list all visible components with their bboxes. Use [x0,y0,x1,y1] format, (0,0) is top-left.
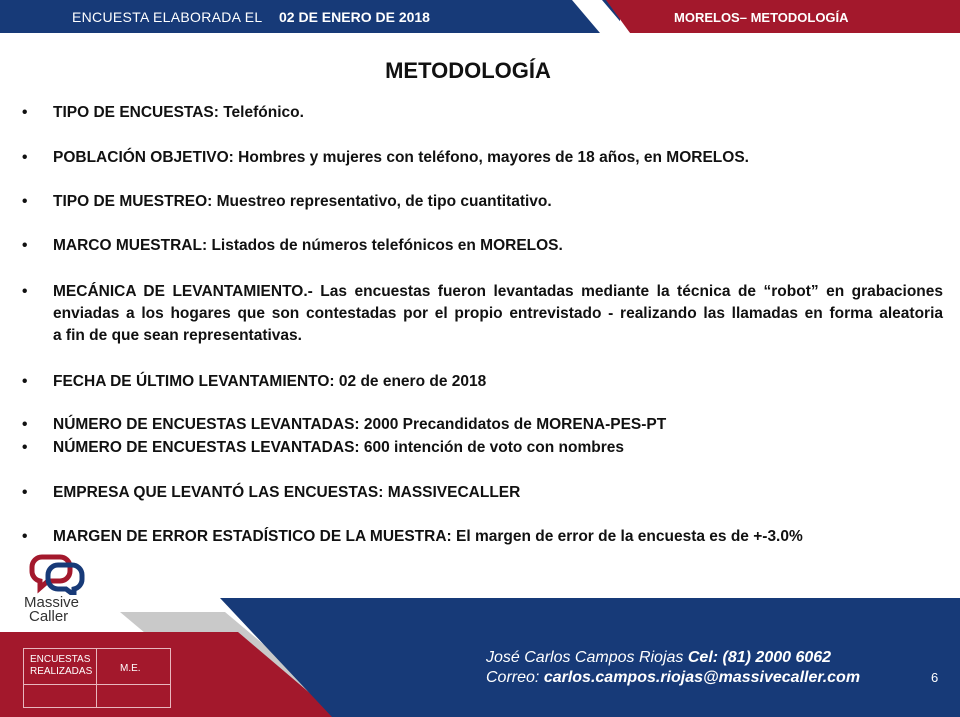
item-value-continued: a fin de que sean representativas. [53,327,302,344]
table-cell-margin-error: M.E. [120,663,141,674]
item-label: FECHA DE ÚLTIMO LEVANTAMIENTO: [53,373,335,390]
item-label: MARCO MUESTRAL: [53,237,208,254]
item-label: MARGEN DE ERROR ESTADÍSTICO DE LA MUESTRA: [53,528,452,545]
item-value: Hombres y mujeres con teléfono, mayores de 18 años, en MORELOS. [238,149,749,166]
item-value: 600 intención de voto con nombres [363,439,624,456]
contact-name: José Carlos Campos Riojas [486,649,684,666]
footer-stats-table [23,648,171,708]
header-bar [0,0,960,33]
item-value: Telefónico. [223,104,304,121]
logo-word-massive: Massive [24,594,80,611]
item-value: Muestreo representativo, de tipo cuantitativo. [216,193,552,210]
bullet-icon: • [22,528,28,545]
contact-email-label: Correo: [486,669,540,686]
contact-email-line [486,669,860,687]
item-value: 2000 Precandidatos de MORENA-PES-PT [363,416,667,433]
item-label: MECÁNICA DE LEVANTAMIENTO.- [53,283,313,300]
page-number: 6 [931,670,939,685]
item-label: TIPO DE MUESTREO: [53,193,213,210]
bullet-icon: • [22,237,28,254]
header-survey-date: 02 DE ENERO DE 2018 [279,9,430,25]
item-value: MASSIVECALLER [387,484,521,501]
item-label: EMPRESA QUE LEVANTÓ LAS ENCUESTAS: [53,484,384,501]
item-label: NÚMERO DE ENCUESTAS LEVANTADAS: [53,416,360,433]
bullet-icon: • [22,283,28,300]
page-title: METODOLOGÍA [385,58,551,83]
item-value: El margen de error de la encuesta es de +-3.0% [456,528,803,545]
item-label: TIPO DE ENCUESTAS: [53,104,219,121]
contact-email[interactable]: carlos.campos.riojas@massivecaller.com [543,669,861,686]
table-cell-surveys: ENCUESTAS REALIZADAS [30,654,93,677]
item-value: Listados de números telefónicos en MORELOS. [211,237,563,254]
bullet-icon: • [22,104,28,121]
item-value: 02 de enero de 2018 [338,373,487,390]
logo-word-caller: Caller [29,608,69,625]
bullet-icon: • [22,416,28,433]
bullet-icon: • [22,193,28,210]
bullet-icon: • [22,373,28,390]
bullet-icon: • [22,484,28,501]
bullet-icon: • [22,149,28,166]
bullet-icon: • [22,439,28,456]
item-value: Las encuestas fueron levantadas mediante la técnica de “robot” en grabaciones enviadas a los hogares que son contestadas por el propio entrevistado - realizando las llamadas en forma aleatoria [53,283,943,322]
header-survey-label: ENCUESTA ELABORADA EL [72,9,263,25]
header-section-title: MORELOS– METODOLOGÍA [674,10,849,25]
item-label: NÚMERO DE ENCUESTAS LEVANTADAS: [53,439,360,456]
contact-name-phone [486,649,831,667]
item-label: POBLACIÓN OBJETIVO: [53,149,234,166]
contact-phone: Cel: (81) 2000 6062 [687,649,832,666]
speech-bubbles-icon [20,553,100,595]
